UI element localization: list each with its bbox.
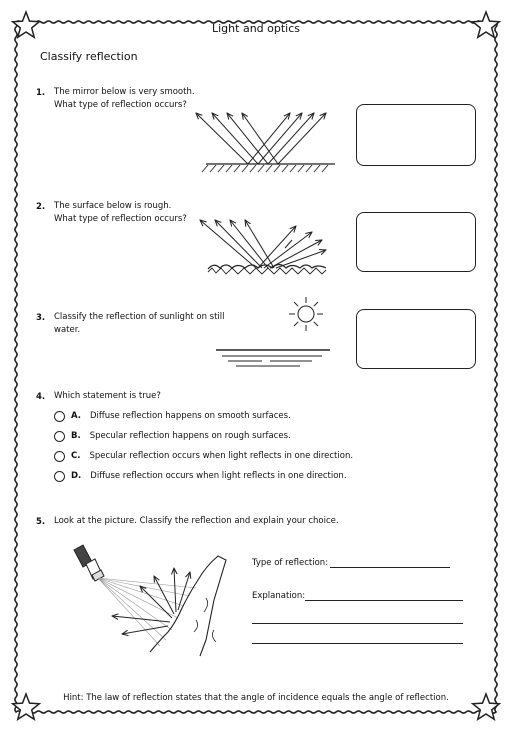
question-number: 5. xyxy=(36,517,46,527)
question-text: Classify the reflection of sunlight on still water. xyxy=(54,312,225,335)
question-number: 2. xyxy=(36,202,46,212)
question-text: The surface below is rough. What type of reflection occurs? xyxy=(54,201,187,224)
explanation-line[interactable] xyxy=(252,623,463,624)
type-answer-line[interactable] xyxy=(330,567,450,568)
explanation-line[interactable] xyxy=(252,643,463,644)
worksheet-title: Light and optics xyxy=(212,22,300,35)
question-number: 3. xyxy=(36,313,46,323)
type-label: Type of reflection: xyxy=(252,558,329,568)
option-c[interactable]: C. Specular reflection occurs when light reflects in one direction. xyxy=(54,449,353,463)
option-b[interactable]: B. Specular reflection happens on rough surfaces. xyxy=(54,429,291,443)
flashlight-icon xyxy=(74,545,104,581)
hint-text: Hint: The law of reflection states that the angle of incidence equals the angle of reflection. xyxy=(63,693,449,703)
explanation-line[interactable] xyxy=(305,600,463,601)
question-text: The mirror below is very smooth. What type of reflection occurs? xyxy=(54,87,195,110)
worksheet-subtitle: Classify reflection xyxy=(40,50,138,63)
option-a[interactable]: A. Diffuse reflection happens on smooth surfaces. xyxy=(54,409,291,423)
option-d[interactable]: D. Diffuse reflection occurs when light reflects in one direction. xyxy=(54,469,347,483)
explanation-label: Explanation: xyxy=(252,591,306,601)
question-text: Look at the picture. Classify the reflection and explain your choice. xyxy=(54,516,339,526)
question-number: 1. xyxy=(36,88,46,98)
question-text: Which statement is true? xyxy=(54,391,161,401)
question-number: 4. xyxy=(36,392,46,402)
